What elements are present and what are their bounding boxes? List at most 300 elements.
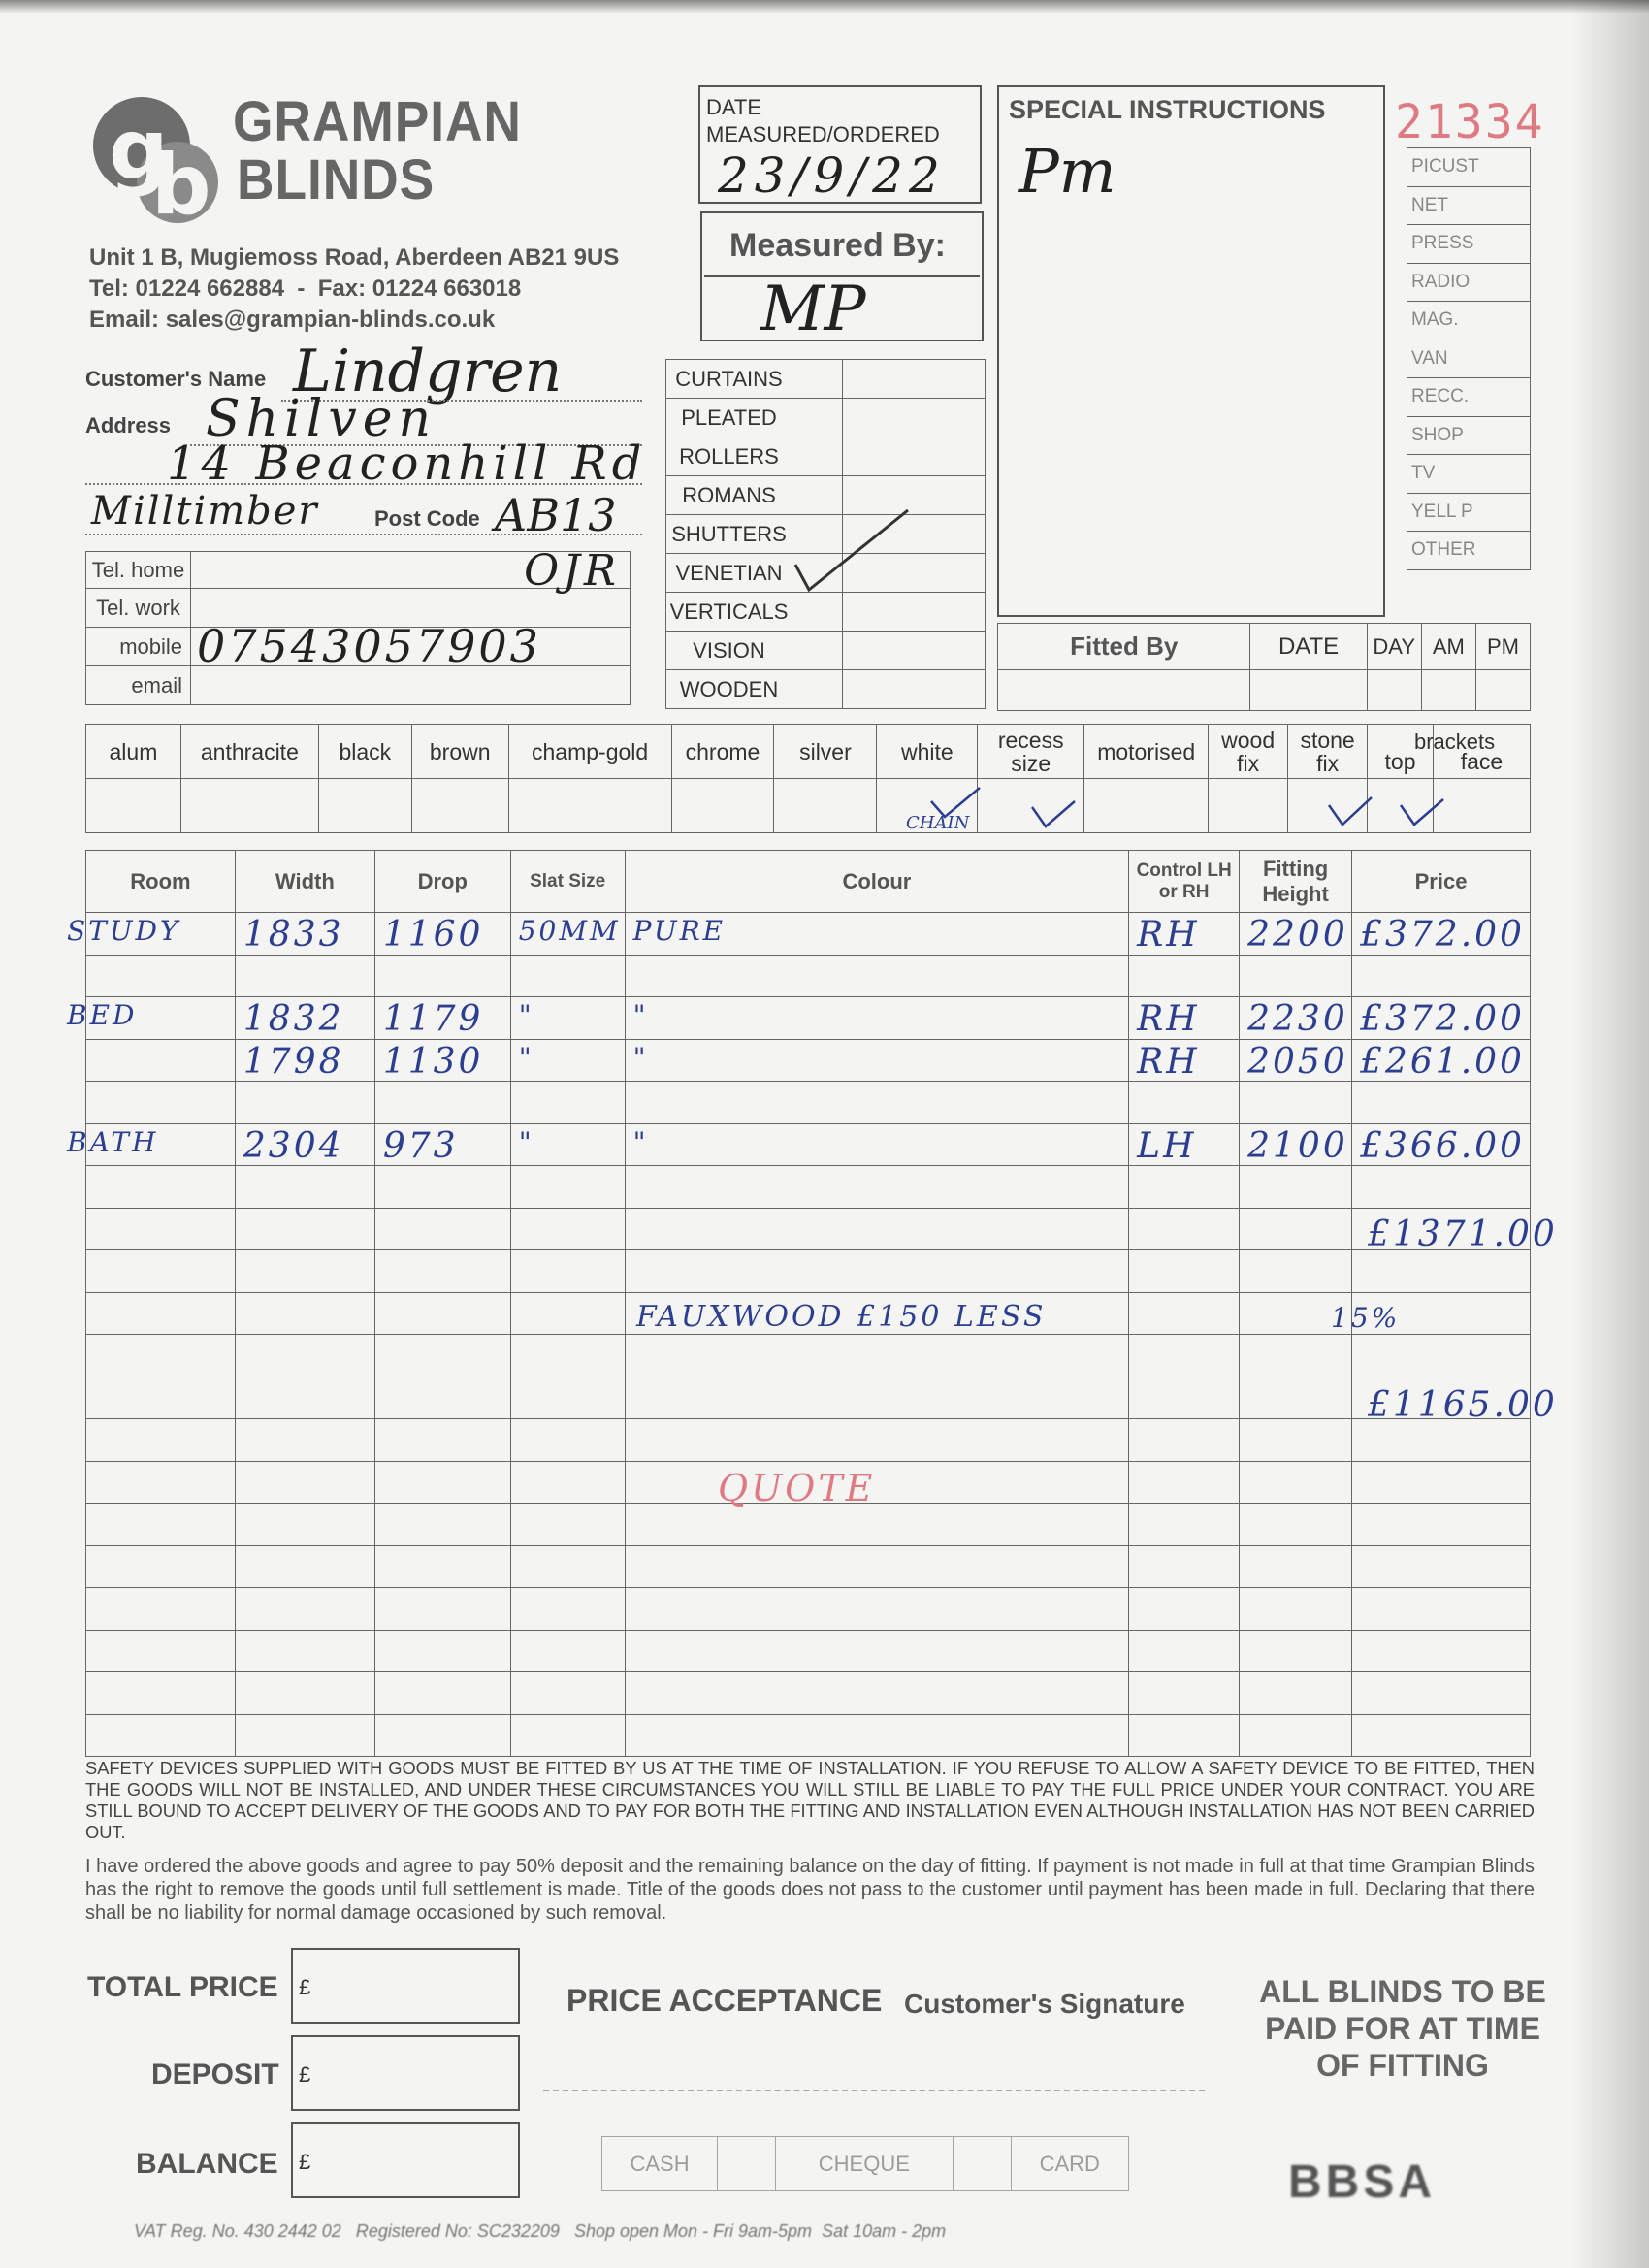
table-cell[interactable] <box>86 1292 236 1335</box>
source-item[interactable]: VAN <box>1407 340 1531 378</box>
table-cell[interactable] <box>625 1714 1129 1757</box>
table-cell[interactable] <box>86 1039 236 1082</box>
table-cell[interactable] <box>235 1714 374 1757</box>
table-row <box>86 913 1531 956</box>
company-phone-fax: Tel: 01224 662884 - Fax: 01224 663018 <box>89 275 522 302</box>
table-cell[interactable] <box>235 1082 374 1124</box>
table-cell[interactable] <box>1352 1123 1531 1166</box>
table-cell[interactable] <box>67 913 236 956</box>
table-cell[interactable] <box>1240 1545 1352 1588</box>
cell-slat: " <box>518 999 534 1031</box>
address-line-2[interactable]: 14 Beaconhill Rd <box>167 437 647 491</box>
table-cell[interactable] <box>1129 1419 1240 1462</box>
table-cell[interactable] <box>1352 1672 1531 1715</box>
table-cell[interactable] <box>1129 1504 1240 1546</box>
table-cell[interactable] <box>235 997 374 1040</box>
table-row <box>86 1039 1531 1082</box>
table-cell[interactable] <box>374 1504 510 1546</box>
table-cell[interactable] <box>374 1082 510 1124</box>
cell-colour: " <box>632 999 649 1031</box>
table-cell[interactable] <box>625 1504 1129 1546</box>
table-cell[interactable] <box>1240 1377 1352 1419</box>
brackets-label: brackets <box>1414 729 1496 754</box>
address-line-3[interactable]: Milltimber <box>91 489 319 534</box>
source-item[interactable]: MAG. <box>1407 302 1531 340</box>
table-cell[interactable] <box>235 1123 374 1166</box>
table-cell[interactable] <box>1352 1630 1531 1672</box>
table-cell[interactable] <box>1352 1714 1531 1757</box>
column-header: Drop <box>374 851 510 913</box>
table-cell[interactable] <box>625 1419 1129 1462</box>
column-header: Slat Size <box>510 851 625 913</box>
table-cell[interactable] <box>1352 1082 1531 1124</box>
table-cell[interactable] <box>235 1166 374 1209</box>
table-cell[interactable] <box>1240 1461 1352 1504</box>
table-cell[interactable] <box>1129 1630 1240 1672</box>
table-cell[interactable] <box>510 1504 625 1546</box>
fitted-day-value[interactable] <box>1367 670 1421 711</box>
svg-text:b: b <box>151 137 211 226</box>
table-cell[interactable] <box>1129 1588 1240 1631</box>
fitted-date-value[interactable] <box>1250 670 1367 711</box>
table-cell[interactable] <box>374 1250 510 1293</box>
cell-height: 2230 <box>1247 999 1348 1039</box>
cell-price: £372.00 <box>1360 999 1525 1039</box>
table-cell[interactable] <box>1240 955 1352 997</box>
option-cell[interactable] <box>411 779 508 833</box>
payment-method-check[interactable] <box>718 2137 776 2191</box>
table-cell[interactable] <box>1129 1714 1240 1757</box>
table-cell[interactable] <box>1129 1292 1240 1335</box>
fitted-pm-value[interactable] <box>1475 670 1530 711</box>
cell-width: 2304 <box>242 1125 344 1166</box>
table-cell[interactable] <box>374 1292 510 1335</box>
table-cell[interactable] <box>1129 1377 1240 1419</box>
option-cell[interactable] <box>318 779 411 833</box>
table-cell[interactable] <box>235 1630 374 1672</box>
blind-type-check[interactable] <box>792 670 843 709</box>
table-cell[interactable] <box>86 1630 236 1672</box>
table-cell[interactable] <box>625 1250 1129 1293</box>
table-cell[interactable] <box>86 1208 236 1250</box>
table-cell[interactable] <box>625 1672 1129 1715</box>
signature-line[interactable] <box>543 2090 1205 2091</box>
cell-colour: PURE <box>632 915 727 947</box>
fauxwood-note: FAUXWOOD £150 LESS <box>636 1300 1047 1334</box>
table-cell[interactable] <box>625 955 1129 997</box>
column-header: Fitting Height <box>1240 851 1352 913</box>
table-cell[interactable] <box>86 1588 236 1631</box>
table-row <box>86 1082 1531 1124</box>
blind-type-qty[interactable] <box>843 360 986 399</box>
measured-by-box <box>700 211 984 345</box>
subtotal: £1371.00 <box>1368 1215 1558 1254</box>
table-cell[interactable] <box>374 913 510 956</box>
fitted-am-label: AM <box>1421 624 1475 670</box>
contact-table <box>85 546 630 705</box>
table-cell[interactable] <box>374 955 510 997</box>
table-cell[interactable] <box>67 1123 236 1166</box>
column-header: Price <box>1352 851 1531 913</box>
table-cell[interactable] <box>1240 997 1352 1040</box>
address-line-1[interactable]: Shilven <box>206 390 437 448</box>
table-cell[interactable] <box>235 1039 374 1082</box>
cell-room: BATH <box>67 1125 159 1158</box>
blind-type-label: PLEATED <box>666 399 792 437</box>
payment-method-check[interactable] <box>953 2137 1011 2191</box>
cell-control: RH <box>1137 1041 1200 1082</box>
table-cell[interactable] <box>510 1630 625 1672</box>
fitted-pm-label: PM <box>1475 624 1530 670</box>
table-cell[interactable] <box>625 1461 1129 1504</box>
table-cell[interactable] <box>86 1250 236 1293</box>
table-cell[interactable] <box>374 1419 510 1462</box>
balance-currency: £ <box>299 2150 311 2174</box>
table-cell[interactable] <box>1129 1123 1240 1166</box>
table-cell[interactable] <box>510 1714 625 1757</box>
table-cell[interactable] <box>235 913 374 956</box>
recess-check-icon <box>1028 797 1079 830</box>
payment-notice: ALL BLINDS TO BE PAID FOR AT TIME OF FITTING <box>1259 1974 1546 2083</box>
table-cell[interactable] <box>1240 1672 1352 1715</box>
table-cell[interactable] <box>510 1377 625 1419</box>
table-cell[interactable] <box>86 955 236 997</box>
table-cell[interactable] <box>510 1292 625 1335</box>
table-cell[interactable] <box>510 1588 625 1631</box>
postcode[interactable]: AB13 <box>495 489 617 541</box>
table-cell[interactable] <box>625 1123 1129 1166</box>
table-cell[interactable] <box>625 1166 1129 1209</box>
table-row <box>86 1504 1531 1546</box>
blind-type-label: CURTAINS <box>666 360 792 399</box>
table-cell[interactable] <box>1352 1461 1531 1504</box>
option-header: champ-gold <box>508 725 671 779</box>
table-cell[interactable] <box>625 1630 1129 1672</box>
table-cell[interactable] <box>374 1461 510 1504</box>
table-cell[interactable] <box>625 1039 1129 1082</box>
table-cell[interactable] <box>625 997 1129 1040</box>
table-cell[interactable] <box>235 1588 374 1631</box>
option-cell[interactable] <box>1434 779 1531 833</box>
option-cell[interactable] <box>671 779 774 833</box>
table-cell[interactable] <box>1129 1082 1240 1124</box>
option-cell[interactable] <box>1084 779 1209 833</box>
table-cell[interactable] <box>235 1419 374 1462</box>
table-cell[interactable] <box>86 1672 236 1715</box>
table-cell[interactable] <box>86 1377 236 1419</box>
table-cell[interactable] <box>1129 913 1240 956</box>
blind-type-qty[interactable] <box>843 399 986 437</box>
option-header: top <box>1368 725 1434 779</box>
table-cell[interactable] <box>374 1672 510 1715</box>
price-acceptance-label: PRICE ACCEPTANCE <box>566 1983 883 2018</box>
table-cell[interactable] <box>374 1335 510 1377</box>
table-cell[interactable] <box>374 1377 510 1419</box>
table-cell[interactable] <box>67 997 236 1040</box>
option-cell[interactable] <box>180 779 318 833</box>
table-cell[interactable] <box>1352 913 1531 956</box>
payment-method-cash[interactable]: CASH <box>602 2137 718 2191</box>
table-cell[interactable] <box>86 1335 236 1377</box>
table-cell[interactable] <box>1240 913 1352 956</box>
deposit-field[interactable] <box>291 2035 520 2111</box>
source-item[interactable]: YELL P <box>1407 493 1531 532</box>
fitted-day-label: DAY <box>1367 624 1421 670</box>
agreement-terms: I have ordered the above goods and agree to pay 50% deposit and the remaining balance on the day of fitting. If payment is not made in full at that time Grampian Blinds has the right to remove the goods until full settlement is made. Title of the goods does not pass to the customer until payment has been made in full. Declaring that there shall be no liability for normal damage occasioned by such removal. <box>85 1856 1535 1924</box>
blind-type-qty[interactable] <box>843 437 986 476</box>
table-cell[interactable] <box>1129 1208 1240 1250</box>
option-header: recess size <box>978 725 1084 779</box>
bracket-top-check-icon <box>1397 795 1447 828</box>
fitted-date-label: DATE <box>1250 624 1367 670</box>
source-item[interactable]: RECC. <box>1407 378 1531 417</box>
source-item[interactable]: PRESS <box>1407 225 1531 264</box>
blind-type-check[interactable] <box>792 437 843 476</box>
cell-height: 2100 <box>1247 1125 1348 1166</box>
source-item[interactable]: SHOP <box>1407 416 1531 455</box>
table-cell[interactable] <box>374 1714 510 1757</box>
table-cell[interactable] <box>1240 1039 1352 1082</box>
fitted-am-value[interactable] <box>1421 670 1475 711</box>
option-header: wood fix <box>1209 725 1288 779</box>
table-row <box>86 1630 1531 1672</box>
fitted-by-label: Fitted By <box>998 624 1250 670</box>
option-cell[interactable] <box>86 779 181 833</box>
table-cell[interactable] <box>510 1039 625 1082</box>
table-cell[interactable] <box>374 1545 510 1588</box>
table-cell[interactable] <box>510 1672 625 1715</box>
cell-height: 2200 <box>1247 915 1348 955</box>
table-cell[interactable] <box>235 1672 374 1715</box>
option-header: black <box>318 725 411 779</box>
table-cell[interactable] <box>1352 1250 1531 1293</box>
table-cell[interactable] <box>625 1588 1129 1631</box>
postcode-2[interactable]: OJR <box>524 546 620 596</box>
payment-method-card[interactable]: CARD <box>1011 2137 1128 2191</box>
table-row <box>86 1545 1531 1588</box>
table-row <box>86 997 1531 1040</box>
cell-control: RH <box>1137 999 1200 1039</box>
fitted-by-value[interactable] <box>998 670 1250 711</box>
table-cell[interactable] <box>510 955 625 997</box>
cell-slat: 50MM <box>518 915 621 947</box>
option-cell[interactable] <box>774 779 877 833</box>
table-cell[interactable] <box>510 1461 625 1504</box>
table-cell[interactable] <box>235 1208 374 1250</box>
table-cell[interactable] <box>1240 1630 1352 1672</box>
table-cell[interactable] <box>1352 1166 1531 1209</box>
cell-room: BED <box>67 999 138 1031</box>
tel-work-label: Tel. work <box>86 589 191 628</box>
table-cell[interactable] <box>510 997 625 1040</box>
cell-room: STUDY <box>67 915 181 947</box>
blind-type-check[interactable] <box>792 360 843 399</box>
option-header: brown <box>411 725 508 779</box>
option-cell[interactable] <box>1209 779 1288 833</box>
mobile-number[interactable]: 07543057903 <box>197 620 541 672</box>
company-name-line1: GRAMPIAN <box>233 90 522 153</box>
table-cell[interactable] <box>1240 1208 1352 1250</box>
balance-label: BALANCE <box>136 2148 278 2180</box>
table-cell[interactable] <box>235 1377 374 1419</box>
table-cell[interactable] <box>510 1166 625 1209</box>
table-cell[interactable] <box>374 1123 510 1166</box>
table-cell[interactable] <box>1352 1545 1531 1588</box>
cell-control: LH <box>1137 1125 1197 1166</box>
table-cell[interactable] <box>1129 1461 1240 1504</box>
table-cell[interactable] <box>1240 1504 1352 1546</box>
measured-by-value[interactable]: MP <box>760 274 866 345</box>
table-row <box>86 1377 1531 1419</box>
payment-method-cheque[interactable]: CHEQUE <box>776 2137 953 2191</box>
source-item[interactable]: NET <box>1407 186 1531 225</box>
table-cell[interactable] <box>374 1630 510 1672</box>
table-cell[interactable] <box>86 1545 236 1588</box>
table-cell[interactable] <box>374 1166 510 1209</box>
table-cell[interactable] <box>86 1082 236 1124</box>
table-cell[interactable] <box>86 1714 236 1757</box>
table-cell[interactable] <box>1240 1082 1352 1124</box>
options-table <box>85 724 1531 833</box>
table-cell[interactable] <box>1352 1588 1531 1631</box>
total-price-field[interactable] <box>291 1948 520 2024</box>
table-cell[interactable] <box>1240 1335 1352 1377</box>
special-instructions-box <box>997 85 1385 617</box>
source-item[interactable]: TV <box>1407 455 1531 494</box>
table-cell[interactable] <box>510 1123 625 1166</box>
table-cell[interactable] <box>510 1545 625 1588</box>
column-header: Room <box>86 851 236 913</box>
source-item[interactable]: RADIO <box>1407 263 1531 302</box>
table-cell[interactable] <box>510 1250 625 1293</box>
table-cell[interactable] <box>235 1335 374 1377</box>
balance-field[interactable] <box>291 2122 520 2198</box>
payment-methods <box>601 2136 1129 2191</box>
table-cell[interactable] <box>1129 1166 1240 1209</box>
source-item[interactable]: OTHER <box>1407 532 1531 570</box>
table-cell[interactable] <box>374 1588 510 1631</box>
table-cell[interactable] <box>1352 955 1531 997</box>
table-cell[interactable] <box>510 1208 625 1250</box>
company-name-line2: BLINDS <box>237 148 436 211</box>
table-cell[interactable] <box>510 1082 625 1124</box>
table-cell[interactable] <box>625 1208 1129 1250</box>
table-cell[interactable] <box>235 955 374 997</box>
table-cell[interactable] <box>1352 997 1531 1040</box>
fitted-by-table <box>997 623 1531 711</box>
column-header: Colour <box>625 851 1129 913</box>
table-cell[interactable] <box>235 1545 374 1588</box>
blind-type-label: SHUTTERS <box>666 515 792 554</box>
table-row <box>86 1123 1531 1166</box>
table-cell[interactable] <box>1129 1672 1240 1715</box>
table-cell[interactable] <box>625 1377 1129 1419</box>
measured-by-label: Measured By: <box>729 227 946 264</box>
special-instructions-value[interactable]: Pm <box>1018 136 1116 207</box>
source-list <box>1406 147 1531 570</box>
table-cell[interactable] <box>1129 1039 1240 1082</box>
table-cell[interactable] <box>1129 1250 1240 1293</box>
blind-type-label: VERTICALS <box>666 593 792 632</box>
total: £1165.00 <box>1368 1385 1558 1425</box>
customer-name[interactable]: Lindgren <box>293 338 563 405</box>
table-cell[interactable] <box>1240 1166 1352 1209</box>
blind-type-label: VISION <box>666 632 792 670</box>
blind-type-label: VENETIAN <box>666 554 792 593</box>
table-cell[interactable] <box>510 1335 625 1377</box>
table-cell[interactable] <box>374 1208 510 1250</box>
table-cell[interactable] <box>510 913 625 956</box>
date-value[interactable]: 23/9/22 <box>718 147 946 204</box>
table-cell[interactable] <box>235 1461 374 1504</box>
source-item[interactable]: PICUST <box>1407 148 1531 187</box>
table-cell[interactable] <box>235 1250 374 1293</box>
table-cell[interactable] <box>235 1504 374 1546</box>
table-cell[interactable] <box>1240 1123 1352 1166</box>
table-cell[interactable] <box>510 1419 625 1462</box>
blind-type-check[interactable] <box>792 399 843 437</box>
table-cell[interactable] <box>374 997 510 1040</box>
table-cell[interactable] <box>1352 1504 1531 1546</box>
cell-colour: " <box>632 1125 649 1158</box>
cell-price: £366.00 <box>1360 1125 1525 1166</box>
table-cell[interactable] <box>1240 1419 1352 1462</box>
table-cell[interactable] <box>1240 1714 1352 1757</box>
date-label-2: MEASURED/ORDERED <box>706 122 940 146</box>
option-header: chrome <box>671 725 774 779</box>
table-cell[interactable] <box>1129 997 1240 1040</box>
cell-height: 2050 <box>1247 1041 1348 1082</box>
table-cell[interactable] <box>86 1166 236 1209</box>
table-row <box>86 1672 1531 1715</box>
table-cell[interactable] <box>625 1545 1129 1588</box>
option-header: stone fix <box>1288 725 1368 779</box>
cell-colour: " <box>632 1041 649 1074</box>
footer-registration: VAT Reg. No. 430 2442 02 Registered No: SC232209 Shop open Mon - Fri 9am-5pm Sat 10am - 2pm <box>134 2221 947 2241</box>
table-cell[interactable] <box>235 1292 374 1335</box>
blind-type-qty[interactable] <box>843 670 986 709</box>
cell-control: RH <box>1137 915 1200 955</box>
discount: 15% <box>1331 1302 1401 1334</box>
table-cell[interactable] <box>1352 1419 1531 1462</box>
table-cell[interactable] <box>625 1335 1129 1377</box>
table-cell[interactable] <box>1240 1588 1352 1631</box>
table-cell[interactable] <box>1352 1335 1531 1377</box>
option-cell[interactable] <box>508 779 671 833</box>
table-cell[interactable] <box>374 1039 510 1082</box>
table-cell[interactable] <box>86 1419 236 1462</box>
company-logo <box>85 85 231 226</box>
table-cell[interactable] <box>625 1082 1129 1124</box>
table-cell[interactable] <box>625 913 1129 956</box>
option-header: alum <box>86 725 181 779</box>
table-cell[interactable] <box>1129 1335 1240 1377</box>
total-price-label: TOTAL PRICE <box>87 1971 278 2003</box>
table-cell[interactable] <box>1240 1250 1352 1293</box>
cell-width: 1798 <box>242 1041 344 1082</box>
table-cell[interactable] <box>86 1504 236 1546</box>
table-cell[interactable] <box>1352 1039 1531 1082</box>
venetian-check-icon <box>784 504 920 601</box>
blind-type-qty[interactable] <box>843 632 986 670</box>
table-cell[interactable] <box>1129 1545 1240 1588</box>
deposit-label: DEPOSIT <box>151 2058 279 2090</box>
table-row <box>86 1335 1531 1377</box>
table-cell[interactable] <box>86 1461 236 1504</box>
table-cell[interactable] <box>1129 955 1240 997</box>
option-header: silver <box>774 725 877 779</box>
blind-type-check[interactable] <box>792 632 843 670</box>
